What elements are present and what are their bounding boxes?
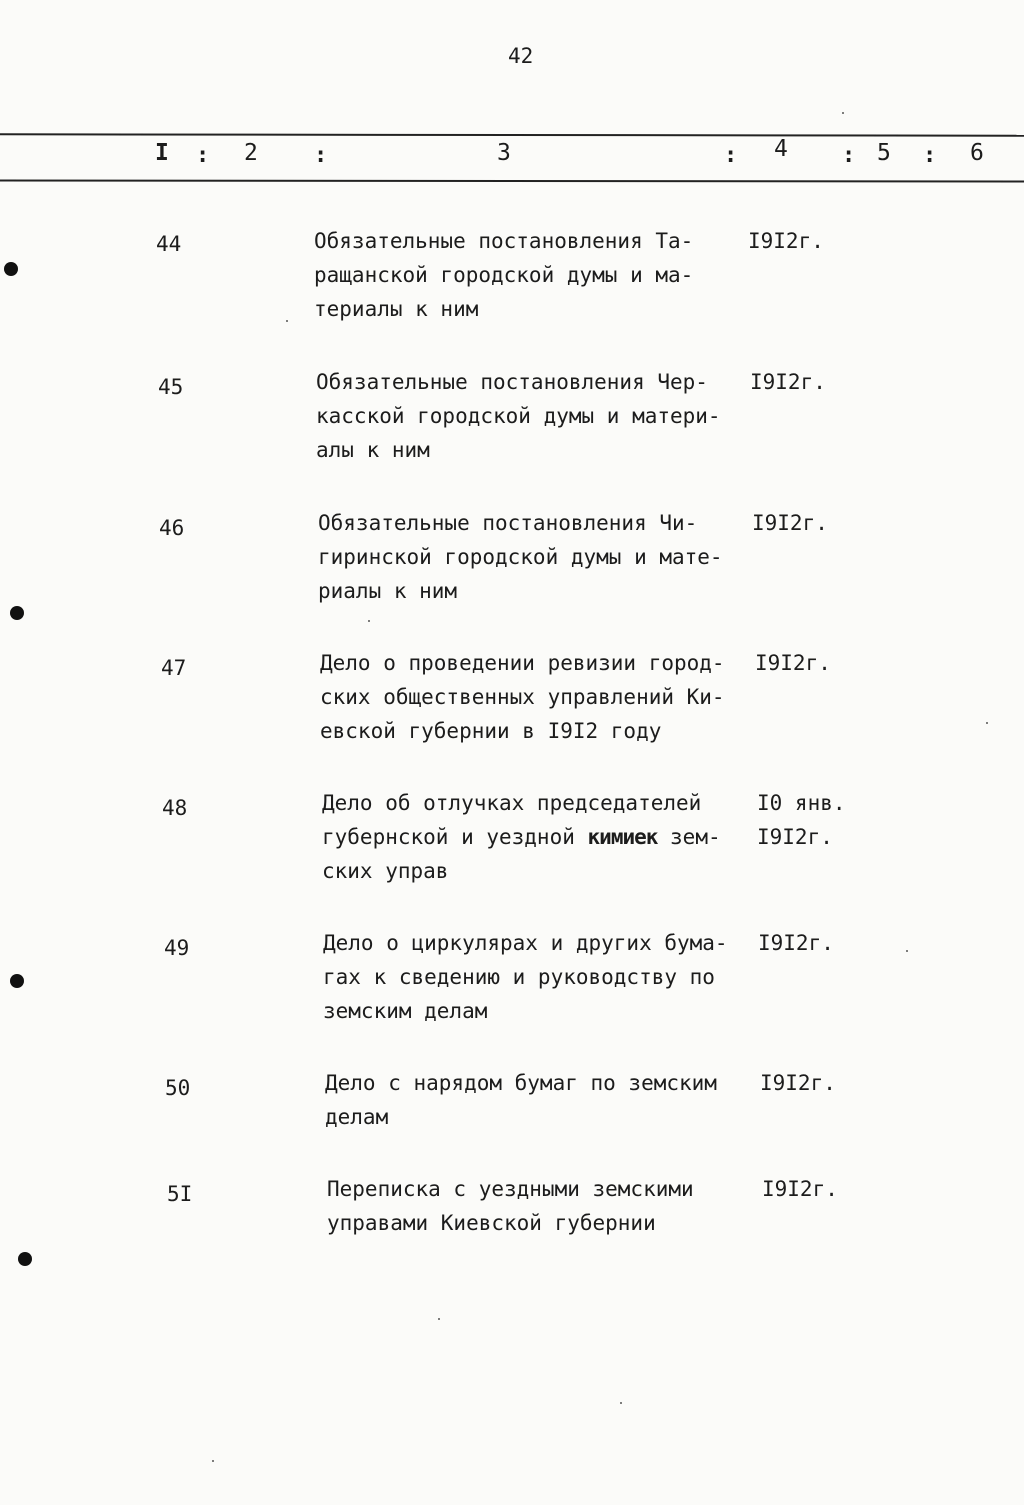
- row-title: Дело с нарядом бумаг по земским делам: [325, 1071, 717, 1129]
- row-title: Переписка с уездными земскими управами Киевской губернии: [327, 1177, 694, 1235]
- column-header-4: 4: [774, 136, 788, 162]
- scan-speck: [438, 1318, 440, 1320]
- table-top-rule: [0, 133, 1024, 136]
- row-number: 46: [159, 516, 185, 540]
- row-date: I9I2г.: [752, 511, 828, 535]
- row-title: Обязательные постановления Чер- касской городской думы и матери- алы к ним: [316, 370, 721, 462]
- column-separator: :: [923, 143, 937, 168]
- scan-speck: [620, 1402, 622, 1404]
- row-number: 49: [164, 936, 190, 960]
- column-separator: :: [314, 143, 328, 168]
- row-date: I9I2г.: [762, 1177, 838, 1201]
- row-number: 48: [162, 796, 188, 820]
- scan-speck: [286, 320, 288, 322]
- scan-speck: [368, 620, 370, 622]
- scan-speck: [906, 950, 908, 952]
- scan-speck: [842, 112, 844, 114]
- row-date: I9I2г.: [748, 229, 824, 253]
- column-header-1: I: [155, 140, 169, 166]
- row-date: I9I2г.: [758, 931, 834, 955]
- row-title: Дело о проведении ревизии город- ских общественных управлений Ки- евской губернии в I9I2 году: [320, 651, 725, 743]
- row-number: 50: [165, 1076, 191, 1100]
- column-separator: :: [842, 143, 856, 168]
- row-date: I9I2г.: [755, 651, 831, 675]
- row-number: 47: [161, 656, 187, 680]
- row-date: I9I2г.: [750, 370, 826, 394]
- scan-spot: [4, 262, 18, 276]
- scan-spot: [18, 1252, 32, 1266]
- page-number: 42: [508, 44, 534, 68]
- row-title: Дело об отлучках председателей губернской и уездной кимиек зем- ских управ: [322, 791, 721, 883]
- struck-out-text: кимиек: [587, 825, 658, 849]
- row-date: I9I2г.: [760, 1071, 836, 1095]
- row-title: Обязательные постановления Чи- гиринской городской думы и мате- риалы к ним: [318, 511, 723, 603]
- scan-speck: [986, 722, 988, 724]
- scan-speck: [212, 1460, 214, 1462]
- scan-spot: [10, 606, 24, 620]
- column-header-5: 5: [877, 140, 891, 166]
- row-date: I0 янв. I9I2г.: [757, 791, 846, 849]
- row-number: 45: [158, 375, 184, 399]
- column-separator: :: [196, 143, 210, 168]
- row-number: 5I: [167, 1182, 193, 1206]
- column-separator: :: [724, 143, 738, 168]
- row-title: Обязательные постановления Та- ращанской городской думы и ма- териалы к ним: [314, 229, 694, 321]
- row-title: Дело о циркулярах и других бума- гах к сведению и руководству по земским делам: [323, 931, 728, 1023]
- column-header-2: 2: [244, 140, 258, 166]
- column-header-6: 6: [970, 140, 984, 166]
- column-header-3: 3: [497, 140, 511, 166]
- row-number: 44: [156, 232, 182, 256]
- table-bottom-rule: [0, 179, 1024, 182]
- scan-spot: [10, 974, 24, 988]
